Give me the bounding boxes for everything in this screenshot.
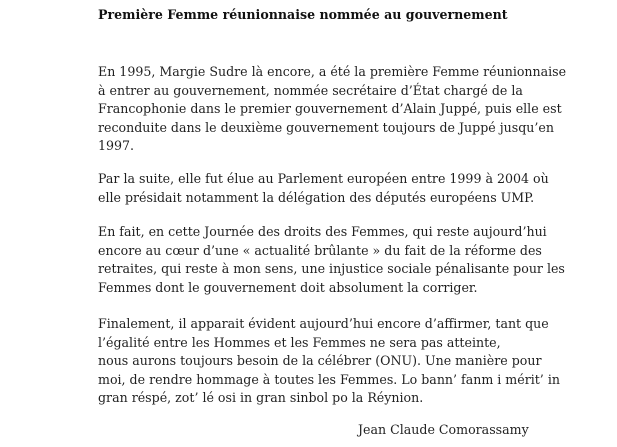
paragraph-line: nous aurons toujours besoin de la célébrer (ONU). Une manière pour [98, 353, 542, 369]
paragraph-line: Femmes dont le gouvernement doit absolument la corriger. [98, 279, 478, 295]
paragraph-line: à entrer au gouvernement, nommée secrétaire d’État chargé de la [98, 82, 523, 98]
paragraph-line: En 1995, Margie Sudre là encore, a été la première Femme réunionnaise [98, 64, 567, 79]
paragraph-line: retraites, qui reste à mon sens, une injustice sociale pénalisante pour les [98, 261, 565, 277]
paragraph-1 [98, 63, 566, 156]
author-signature: Jean Claude Comorassamy [358, 422, 529, 437]
article-heading: Première Femme réunionnaise nommée au gouvernement [98, 7, 508, 22]
paragraph-line: Par la suite, elle fut élue au Parlement européen entre 1999 à 2004 où [98, 171, 549, 186]
paragraph-2 [98, 170, 549, 207]
paragraph-line: moi, de rendre hommage à toutes les Femmes. Lo bann’ fanm i mérit’ in [98, 371, 560, 387]
paragraph-line: 1997. [98, 138, 135, 154]
paragraph-line: encore au cœur d’une « actualité brûlante » du fait de la réforme des [98, 242, 542, 258]
paragraph-4 [98, 315, 560, 408]
paragraph-line: gran réspé, zot’ lé osi in gran sinbol po la Réynion. [98, 390, 424, 406]
paragraph-line: Finalement, il apparait évident aujourd’hui encore d’affirmer, tant que [98, 316, 549, 331]
paragraph-3 [98, 223, 565, 297]
paragraph-line: Francophonie dans le premier gouvernement d’Alain Juppé, puis elle est [98, 101, 562, 117]
paragraph-line: En fait, en cette Journée des droits des Femmes, qui reste aujourd’hui [98, 224, 547, 239]
paragraph-line: elle présidait notamment la délégation des députés européens UMP. [98, 189, 535, 205]
paragraph-line: l’égalité entre les Hommes et les Femmes ne sera pas atteinte, [98, 334, 501, 350]
paragraph-line: reconduite dans le deuxième gouvernement toujours de Juppé jusqu’en [98, 119, 554, 135]
